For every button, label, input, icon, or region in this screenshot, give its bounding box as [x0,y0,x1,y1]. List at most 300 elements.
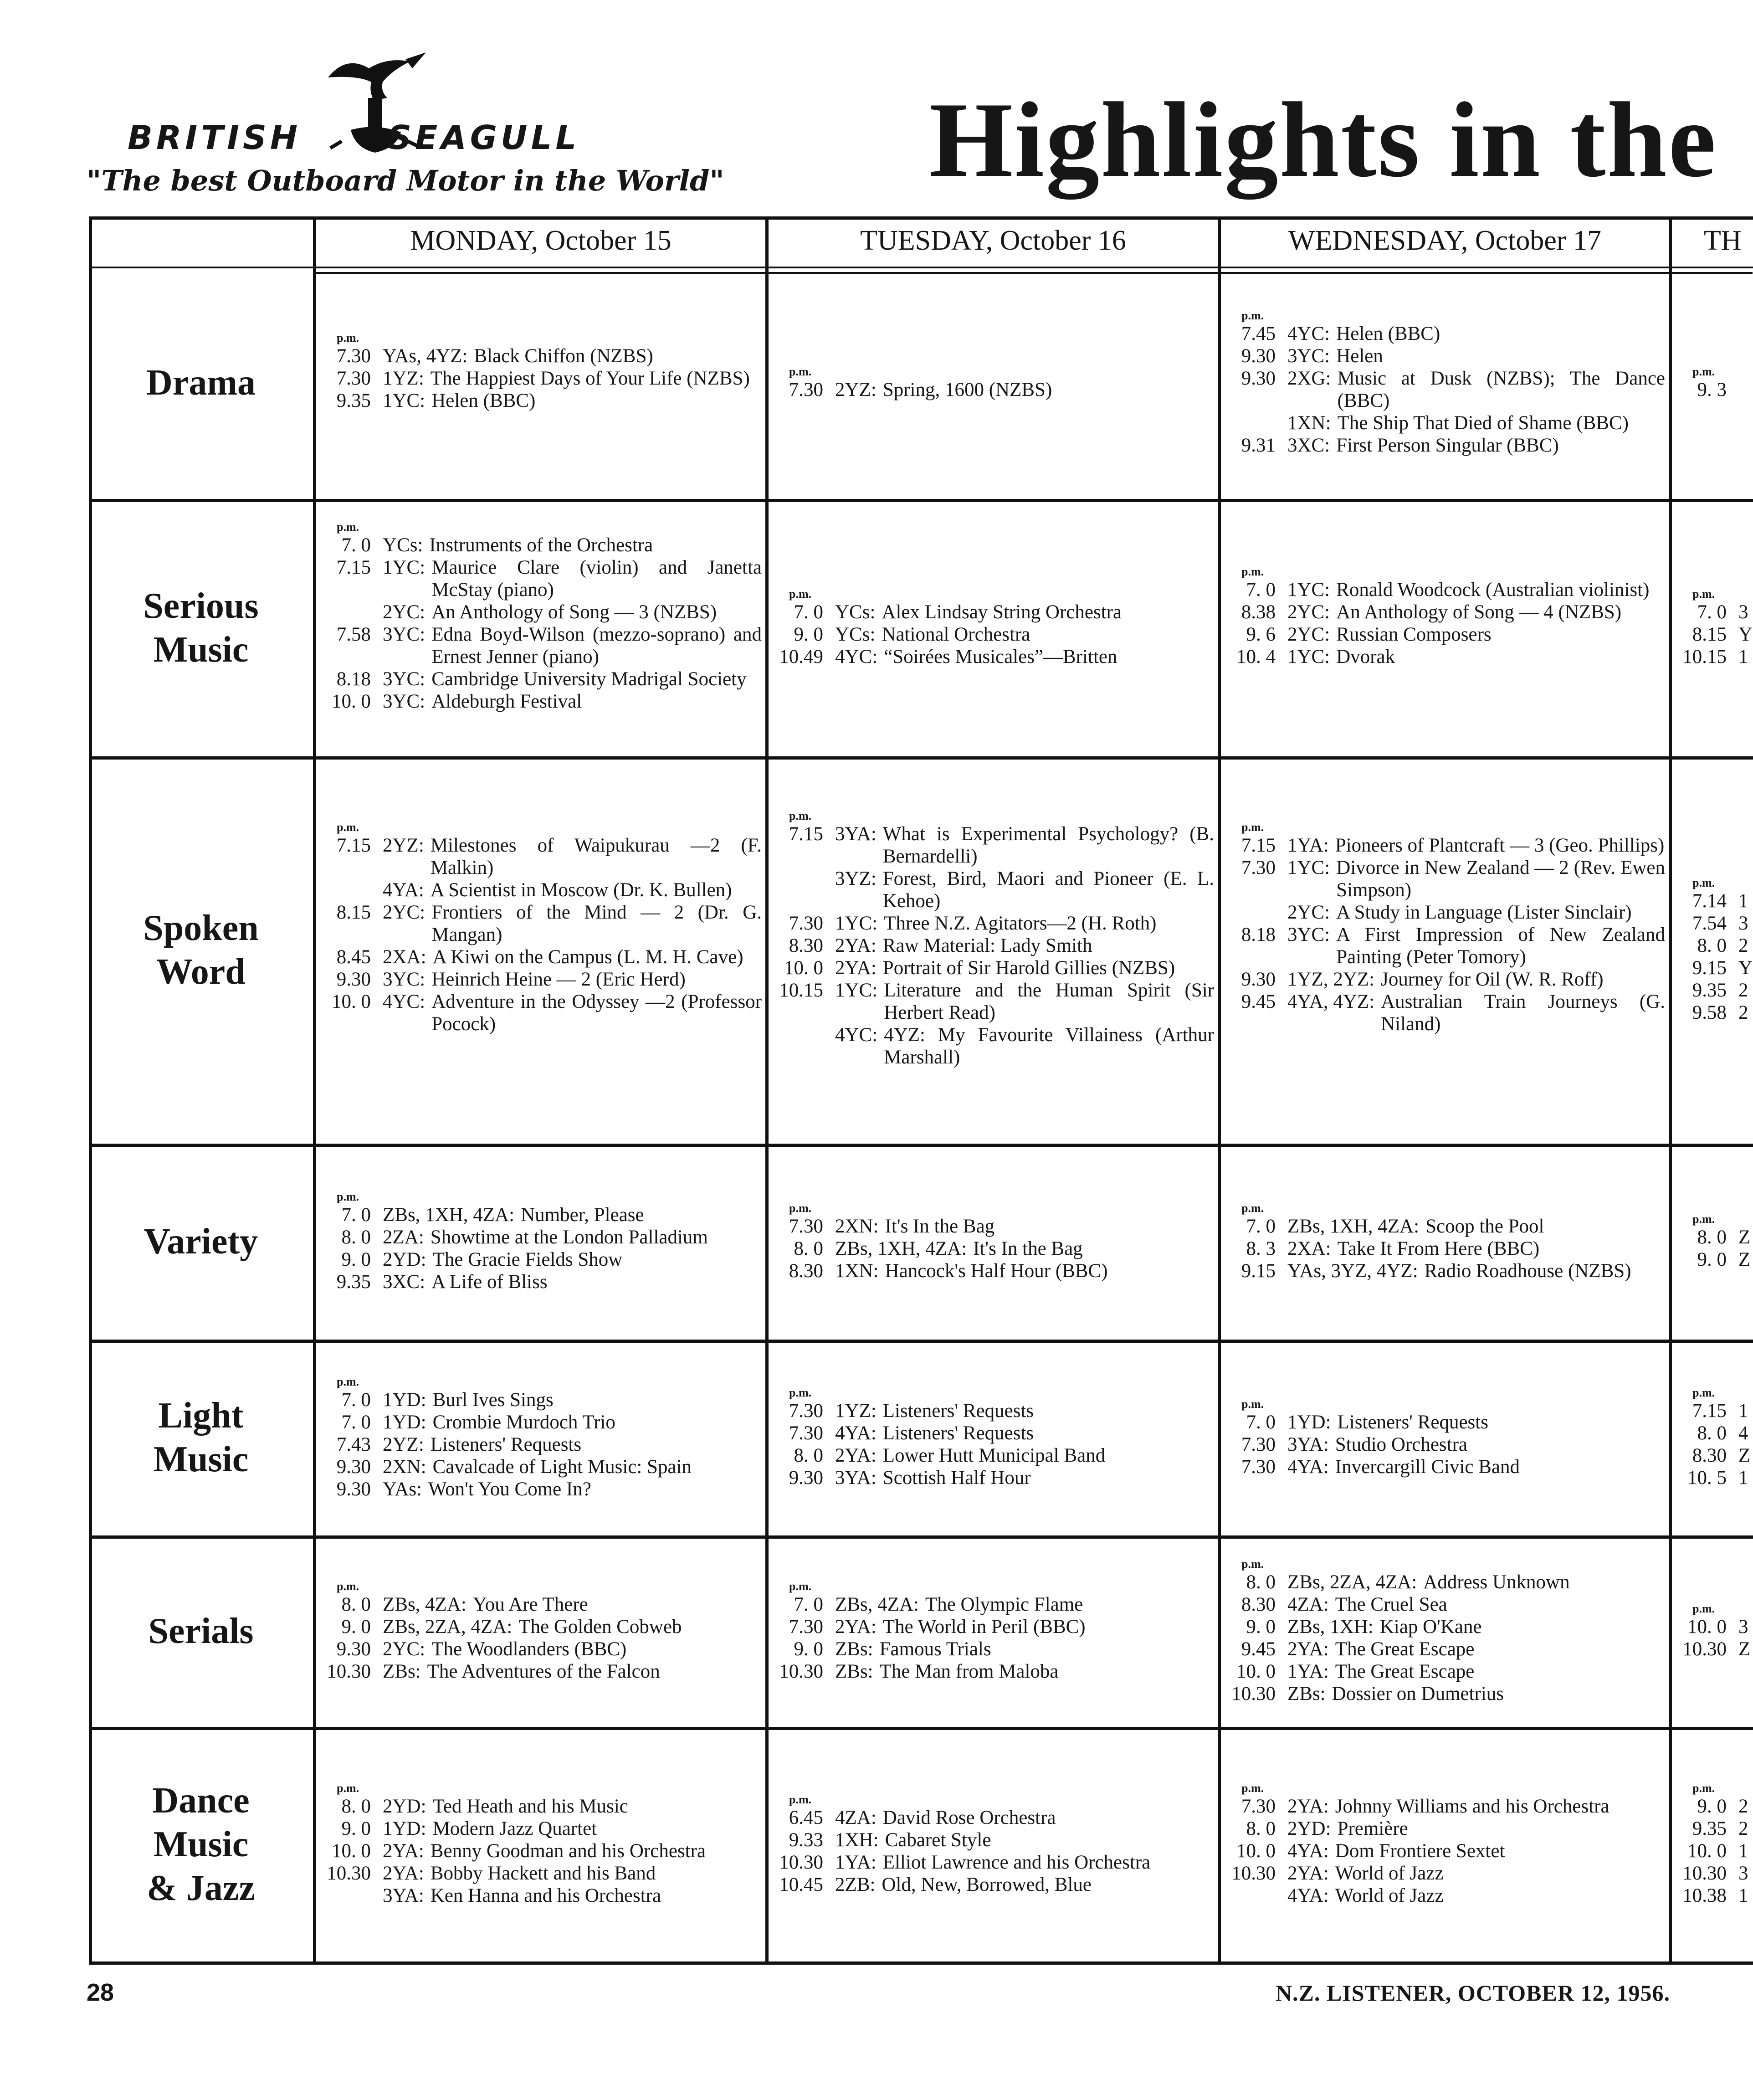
schedule-cell [319,1580,762,1683]
advert-tagline: "The best Outboard Motor in the World" [87,164,724,197]
program-entry [1224,1638,1665,1660]
entry-station: 3 [1738,601,1748,623]
entry-time: 7. 0 [1697,601,1727,623]
entry-title: It's In the Bag [973,1237,1083,1259]
entry-title: Helen (BBC) [431,390,536,411]
program-entry [1675,1818,1753,1840]
schedule-cell [772,1793,1214,1896]
program-entry [1224,1571,1665,1593]
category-label-line: Word [156,952,246,992]
entry-station: 4YC: [383,991,425,1012]
category-label [89,1394,313,1481]
program-entry [319,601,762,623]
entry-station: 2YA: [1287,1863,1329,1884]
entry-station: 2YA: [835,935,876,956]
entry-time [319,601,371,623]
category-label-line: Spoken [143,908,259,948]
program-entry [772,1215,1214,1237]
program-entry [319,991,762,1035]
entry-station: 4ZA: [1287,1594,1329,1615]
entry-station: 3YA: [1287,1433,1329,1455]
program-entry [1224,345,1665,367]
category-label-line: Serious [143,585,259,626]
schedule-cell [1224,309,1665,457]
entry-title: Spring, 1600 (NZBS) [882,379,1052,400]
category-label-line: & Jazz [147,1868,255,1908]
entry-title: Scottish Half Hour [882,1467,1031,1489]
entry-time: 7.30 [789,1616,823,1638]
entry-station: Y [1738,957,1753,979]
program-entry [772,1400,1214,1422]
program-entry [1675,1001,1753,1024]
program-entry [319,1862,762,1884]
category-label [89,584,313,672]
entry-title: Dom Frontiere Sextet [1335,1840,1505,1862]
program-entry [772,1260,1214,1282]
entry-time: 7.30 [1241,1796,1276,1817]
entry-station: 1 [1738,646,1748,667]
entry-time: 9. 3 [1697,379,1727,400]
program-entry [1224,623,1665,646]
entry-time: 10.30 [1682,1638,1727,1660]
entry-station: YAs: [383,1478,422,1500]
entry-time: 9. 0 [1697,1249,1727,1270]
entry-station: 1 [1738,890,1748,912]
entry-time: 6.45 [789,1807,823,1828]
entry-title: A Study in Language (Lister Sinclair) [1336,901,1632,923]
program-entry [1675,623,1753,646]
schedule-cell [1675,1602,1753,1660]
pm-label: p.m. [789,1386,812,1399]
entry-station: 4YA: [835,1422,876,1444]
entry-station: 3YC: [1287,345,1330,367]
entry-time: 7. 0 [1246,1411,1276,1433]
category-label-line: Light [158,1396,244,1436]
entry-station: 2XN: [383,1456,426,1478]
program-entry [319,1411,762,1433]
program-entry [319,1271,762,1293]
pm-label: p.m. [789,809,812,822]
entry-station: 4YA: [1287,1456,1329,1478]
entry-time [1224,901,1276,924]
entry-time: 9.30 [336,1478,371,1500]
column-rule [1218,216,1221,1961]
entry-station: 3 [1738,1863,1748,1884]
program-entry [1224,323,1665,345]
entry-station: 2 [1738,935,1748,956]
entry-time: 9.30 [336,968,371,990]
program-entry [1224,367,1665,412]
entry-title: First Person Singular (BBC) [1336,435,1559,456]
entry-time: 10.49 [779,646,823,667]
entry-time: 10.15 [779,980,823,1001]
entry-station: 3XC: [383,1271,425,1293]
program-entry [1675,912,1753,934]
entry-time: 7. 0 [794,1594,823,1615]
entry-title: Three N.Z. Agitators—2 (H. Roth) [884,913,1157,934]
program-entry [319,1478,762,1500]
entry-station: ZBs: [383,1661,421,1682]
pm-label: p.m. [789,1580,812,1593]
entry-title: Listeners' Requests [882,1422,1034,1444]
entry-time: 10.30 [779,1851,823,1873]
entry-title: Won't You Come In? [428,1478,591,1500]
entry-station: 4 [1738,1422,1748,1444]
entry-station: 2YZ: [835,379,876,400]
entry-time: 7.30 [336,345,371,367]
entry-title: Kiap O'Kane [1379,1616,1482,1638]
entry-title: What is Experimental Psychology? (B. Bernardelli) [882,823,1214,867]
entry-title: The Man from Maloba [879,1661,1059,1682]
entry-time: 7.30 [789,1400,823,1422]
entry-title: Address Unknown [1423,1571,1570,1593]
advert-brand [128,118,666,157]
program-entry [772,1467,1214,1489]
entry-station: 1YC: [383,557,425,578]
category-label [89,1220,313,1263]
entry-station: 2YA: [383,1863,424,1884]
program-entry [1675,1862,1753,1884]
pm-label: p.m. [1692,1782,1715,1795]
entry-time: 9.58 [1692,1002,1727,1023]
entry-station: 4YC: [1287,323,1330,344]
program-entry [1224,1456,1665,1478]
entry-station: 1YC: [835,980,878,1001]
entry-station: 2YC: [1287,901,1330,923]
program-entry [1675,1226,1753,1248]
program-entry [772,1874,1214,1896]
entry-title: Modern Jazz Quartet [432,1818,597,1839]
entry-time: 7.30 [789,1215,823,1237]
row-rule [89,756,1753,760]
entry-time: 8. 0 [341,1594,371,1615]
program-entry [1224,1660,1665,1683]
entry-title: Aldeburgh Festival [431,691,582,712]
entry-station: ZBs: [1287,1683,1326,1705]
category-label-line: Music [153,1824,249,1864]
program-entry [319,1204,762,1226]
entry-station: Y [1738,624,1753,645]
entry-time: 9.33 [789,1829,823,1851]
entry-station: 2YZ: [383,1433,424,1455]
program-entry [319,1616,762,1638]
entry-time: 10. 0 [332,991,371,1012]
entry-time: 7. 0 [341,1204,371,1226]
entry-time: 8.15 [336,901,371,923]
entry-station: ZBs, 1XH, 4ZA: [1287,1215,1420,1237]
entry-title: Radio Roadhouse (NZBS) [1424,1260,1631,1282]
entry-station: 1YD: [383,1389,426,1411]
program-entry [1224,579,1665,601]
category-label-line: Music [153,629,249,670]
entry-time: 7.14 [1692,890,1727,912]
entry-station: ZBs, 2ZA, 4ZA: [383,1616,513,1638]
entry-title: Listeners' Requests [882,1400,1034,1422]
entry-time: 7.30 [336,368,371,389]
schedule-cell [319,520,762,713]
program-entry [319,1433,762,1456]
schedule-cell [319,1782,762,1907]
entry-station: 2YC: [1287,624,1330,645]
entry-time: 10. 0 [332,1840,371,1862]
entry-time: 9.30 [336,1638,371,1660]
program-entry [319,946,762,968]
program-entry [1224,857,1665,901]
row-rule [89,267,1753,268]
program-entry [1675,1840,1753,1862]
entry-title: Johnny Williams and his Orchestra [1335,1796,1609,1817]
program-entry [319,1593,762,1616]
program-entry [772,979,1214,1024]
program-entry [772,601,1214,623]
entry-station: 3YC: [383,968,425,990]
entry-station: ZBs, 1XH, 4ZA: [383,1204,515,1226]
pm-label: p.m. [789,365,812,378]
row-rule [89,1144,1753,1147]
entry-title: Number, Please [521,1204,644,1226]
program-entry [772,1237,1214,1260]
entry-time: 8. 0 [1697,1422,1727,1444]
entry-station: ZBs, 4ZA: [383,1594,466,1615]
entry-title: Dossier on Dumetrius [1332,1683,1504,1705]
entry-station: 2YC: [1287,601,1330,623]
entry-station: 2XA: [1287,1237,1331,1259]
entry-time: 9. 0 [341,1616,371,1638]
program-entry [772,1851,1214,1874]
entry-title: Maurice Clare (violin) and Janetta McStay (piano) [431,557,762,601]
entry-title: Benny Goodman and his Orchestra [430,1840,706,1862]
entry-title: Helen [1336,345,1383,367]
program-entry [1675,646,1753,668]
program-entry [1224,1683,1665,1705]
schedule-cell [772,1580,1214,1683]
entry-title: The Great Escape [1335,1638,1475,1660]
entry-station: 3YC: [1287,924,1330,945]
entry-title: Listeners' Requests [1337,1411,1488,1433]
program-entry [772,1593,1214,1616]
entry-station: 3YC: [383,624,425,645]
program-entry [772,868,1214,912]
entry-station: 2ZA: [383,1227,424,1248]
entry-station: 1YD: [383,1818,426,1839]
program-entry [1224,1795,1665,1818]
entry-time: 8. 3 [1246,1237,1276,1259]
entry-station: ZBs, 2ZA, 4ZA: [1287,1571,1417,1593]
program-grid [89,216,1753,1961]
category-label [89,361,313,405]
entry-time: 8.30 [1692,1445,1727,1466]
entry-time: 10.45 [779,1874,823,1895]
entry-station: 2YZ: [383,834,424,856]
entry-time: 9.45 [1241,991,1276,1012]
entry-time: 7.15 [336,557,371,578]
entry-station: 1YD: [1287,1411,1331,1433]
entry-station: 4YA: [1287,1840,1329,1862]
entry-time: 9.31 [1241,435,1276,456]
pm-label: p.m. [1241,1782,1264,1795]
entry-title: The Cruel Sea [1335,1594,1447,1615]
entry-time: 7.15 [1241,834,1276,856]
entry-time: 10.30 [1231,1863,1276,1884]
entry-station: 2YA: [1287,1796,1329,1817]
program-entry [1675,957,1753,979]
entry-time: 10. 0 [784,957,823,979]
entry-time: 7.15 [336,834,371,856]
entry-time: 7.15 [1692,1400,1727,1422]
program-entry [1224,646,1665,668]
entry-time: 10.15 [1682,646,1727,667]
program-entry [772,912,1214,934]
program-entry [1675,1638,1753,1660]
entry-title: You Are There [472,1594,588,1615]
brand-right: SEAGULL [388,118,580,157]
entry-station: 1XN: [835,1260,879,1282]
program-entry [1224,1237,1665,1260]
entry-time: 7.54 [1692,913,1727,934]
schedule-cell [1224,1201,1665,1282]
entry-station: YCs: [835,601,876,623]
pm-label: p.m. [337,520,359,534]
page-headline: Highlights in the [929,81,1717,200]
pm-label: p.m. [1241,1201,1264,1215]
entry-station: 3 [1738,913,1748,934]
entry-title: A First Impression of New Zealand Painting (Peter Tomory) [1336,924,1665,968]
program-entry [1224,1433,1665,1456]
entry-station: 2XA: [383,946,426,968]
program-entry [1224,412,1665,434]
program-entry [772,1829,1214,1851]
entry-time: 9.35 [336,390,371,411]
program-entry [772,823,1214,868]
category-label [89,1779,313,1910]
entry-time: 9.15 [1692,957,1727,979]
entry-time: 9.30 [336,1456,371,1478]
entry-station: 1YC: [1287,646,1330,667]
entry-station: YCs: [383,534,423,556]
entry-time: 10. 0 [1236,1661,1276,1682]
entry-title: It's In the Bag [885,1215,995,1237]
entry-time: 10. 0 [1236,1840,1276,1862]
program-entry [1224,1616,1665,1638]
program-entry [319,367,762,390]
pm-label: p.m. [1241,1397,1264,1411]
entry-station: 4YA: [383,879,424,901]
entry-title: An Anthology of Song — 4 (NZBS) [1336,601,1622,623]
program-entry [319,901,762,946]
entry-station: 2YA: [835,1445,876,1466]
entry-title: Crombie Murdoch Trio [432,1411,615,1433]
row-rule [89,1340,1753,1343]
schedule-cell [1224,565,1665,668]
entry-title: National Orchestra [882,624,1030,645]
entry-time: 8. 0 [1697,935,1727,956]
entry-station: ZBs: [835,1661,873,1682]
program-entry [1224,1840,1665,1862]
schedule-cell [319,821,762,1035]
schedule-cell [1675,587,1753,668]
entry-station: 1 [1738,1400,1748,1422]
entry-station: 2ZB: [835,1874,876,1895]
entry-station: Z [1738,1227,1751,1248]
row-rule [89,1961,1753,1965]
schedule-cell [319,1190,762,1293]
program-entry [319,623,762,668]
program-entry [319,1818,762,1840]
category-label [89,1609,313,1653]
schedule-cell [319,1375,762,1500]
program-entry [1675,1467,1753,1489]
entry-title: Ronald Woodcock (Australian violinist) [1336,579,1650,601]
entry-title: Pioneers of Plantcraft — 3 (Geo. Phillips) [1335,834,1665,856]
entry-station: ZBs, 1XH: [1287,1616,1374,1638]
category-label [89,906,313,994]
schedule-cell [1675,876,1753,1024]
schedule-cell [772,1386,1214,1489]
column-rule [765,216,769,1961]
entry-title: Cavalcade of Light Music: Spain [432,1456,692,1478]
entry-time: 7. 0 [1246,1215,1276,1237]
entry-station: 1YA: [1287,1661,1329,1682]
program-entry [1675,1884,1753,1907]
entry-station: 1YA: [1287,834,1329,856]
pm-label: p.m. [337,820,359,834]
entry-time: 10. 5 [1687,1467,1727,1489]
entry-time: 7.30 [1241,857,1276,878]
schedule-cell [1675,365,1753,401]
program-entry [1224,1215,1665,1237]
entry-time: 8. 0 [1697,1227,1727,1248]
entry-title: The Great Escape [1335,1661,1475,1682]
entry-time: 8.18 [1241,924,1276,945]
entry-title: Cambridge University Madrigal Society [431,668,747,690]
entry-station: 2 [1738,1002,1748,1023]
entry-title: Milestones of Waipukurau —2 (F. Malkin) [430,834,762,878]
entry-station: 3 [1738,1616,1748,1638]
row-rule [89,499,1753,502]
column-rule [89,216,92,1961]
entry-station: 2 [1738,1818,1748,1839]
day-header: MONDAY, October 15 [410,225,671,256]
entry-time: 10. 0 [332,691,371,712]
entry-time [1224,412,1276,434]
row-rule [313,272,1753,274]
row-rule [89,1535,1753,1539]
program-entry [1675,1444,1753,1467]
entry-station: 2YC: [383,1638,425,1660]
entry-title: Cabaret Style [885,1829,991,1851]
entry-time [772,868,823,912]
program-entry [1675,379,1753,401]
entry-time: 10.30 [1231,1683,1276,1705]
program-entry [772,1024,1214,1068]
program-entry [319,1389,762,1411]
entry-time: 9.30 [1241,968,1276,990]
entry-station: YCs: [835,624,876,645]
entry-title: Instruments of the Orchestra [429,534,653,556]
entry-time: 9. 0 [1246,1616,1276,1638]
entry-time: 8. 0 [794,1445,823,1466]
schedule-cell [1675,1212,1753,1271]
entry-time: 7.30 [789,1422,823,1444]
entry-time: 7. 0 [794,601,823,623]
entry-title: Showtime at the London Palladium [430,1227,708,1248]
entry-title: Burl Ives Sings [432,1389,554,1411]
entry-time: 8.38 [1241,601,1276,623]
entry-time: 9.35 [336,1271,371,1293]
entry-station: 1YZ, 2YZ: [1287,968,1375,990]
entry-time: 8.15 [1692,624,1727,645]
day-header: TUESDAY, October 16 [860,225,1126,256]
